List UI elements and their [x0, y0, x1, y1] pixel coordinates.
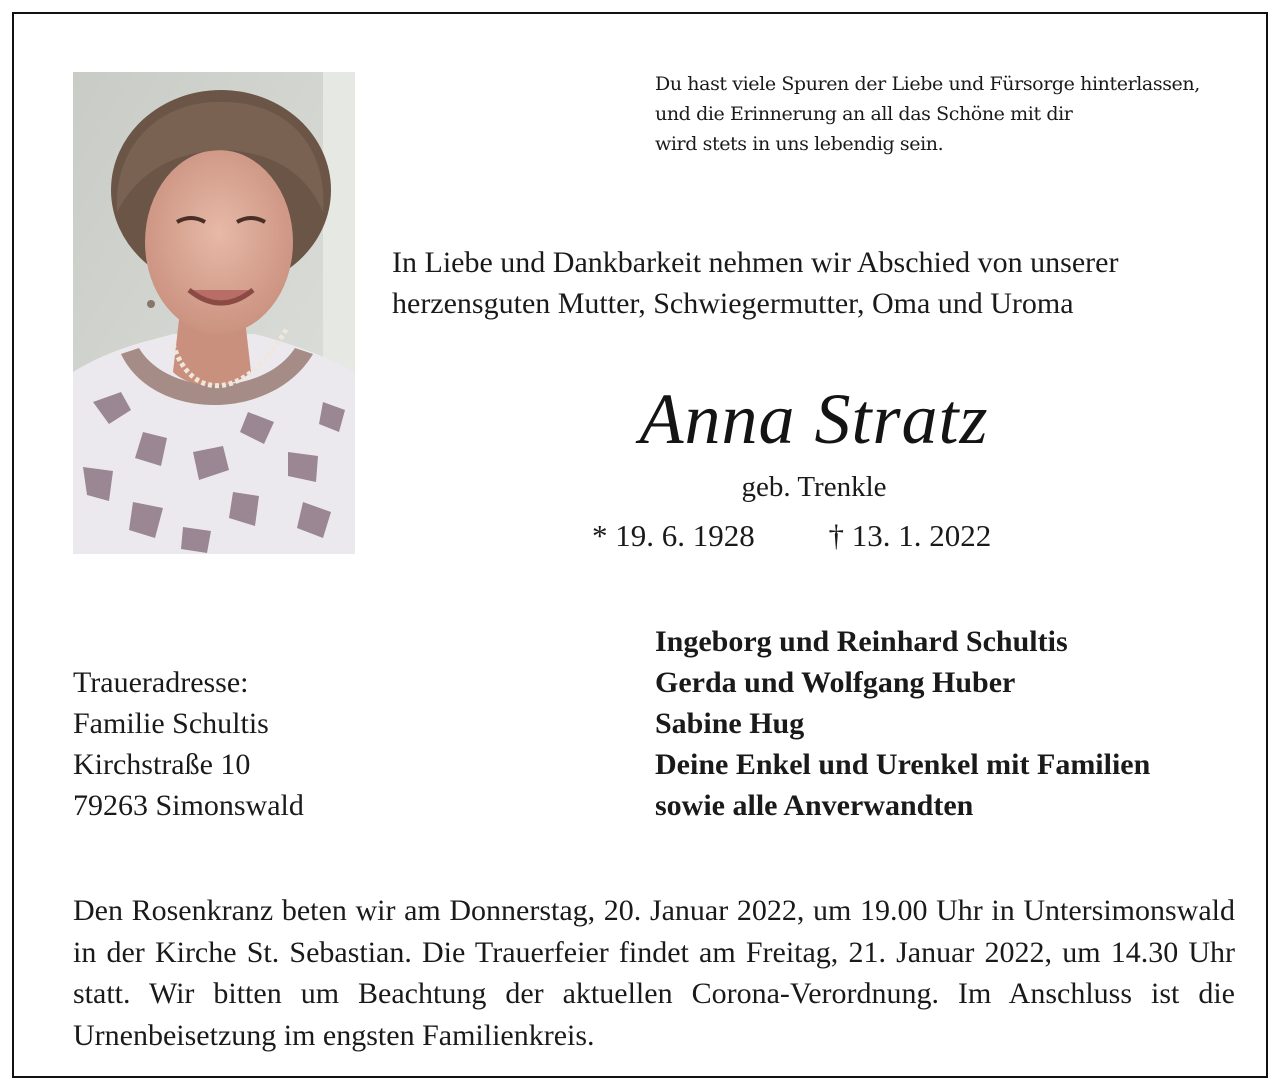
deceased-name: Anna Stratz — [639, 379, 989, 459]
intro-line: herzensguten Mutter, Schwiegermutter, Oma und Uroma — [392, 287, 1074, 320]
mourning-address — [73, 662, 493, 826]
mourner-line: Sabine Hug — [655, 707, 805, 740]
address-line: 79263 Simonswald — [73, 789, 304, 822]
mourner-line: Ingeborg und Reinhard Schultis — [655, 625, 1068, 658]
birth-date: * 19. 6. 1928 — [592, 518, 755, 553]
mourners-list — [655, 621, 1255, 826]
motto-line: Du hast viele Spuren der Liebe und Fürsorge hinterlassen, — [655, 73, 1200, 95]
motto-line: wird stets in uns lebendig sein. — [655, 133, 944, 155]
mourner-line: Gerda und Wolfgang Huber — [655, 666, 1016, 699]
intro-line: In Liebe und Dankbarkeit nehmen wir Abschied von unserer — [392, 246, 1119, 279]
motto-quote — [655, 69, 1255, 159]
life-dates — [592, 516, 1192, 556]
address-line: Familie Schultis — [73, 707, 269, 740]
mourner-line: sowie alle Anverwandten — [655, 789, 974, 822]
mourner-line: Deine Enkel und Urenkel mit Familien — [655, 748, 1151, 781]
obituary-frame — [12, 12, 1268, 1078]
service-notice: Den Rosenkranz beten wir am Donnerstag, 20. Januar 2022, um 19.00 Uhr in Untersimonswald in der Kirche St. Sebastian. Die Trauerfeier findet am Freitag, 21. Januar 2022, um 14.30 Uhr statt. Wir bitten um Beachtung der aktuellen Corona-​Verordnung. Im Anschluss ist die Urnenbeisetzung im engsten Familienkreis. — [73, 894, 1235, 1052]
motto-line: und die Erinnerung an all das Schöne mit dir — [655, 103, 1073, 125]
farewell-intro — [392, 242, 1242, 324]
address-label: Traueradresse: — [73, 666, 249, 699]
address-line: Kirchstraße 10 — [73, 748, 251, 781]
death-date: † 13. 1. 2022 — [828, 518, 992, 553]
portrait-photo — [73, 72, 355, 554]
maiden-name: geb. Trenkle — [741, 471, 887, 503]
